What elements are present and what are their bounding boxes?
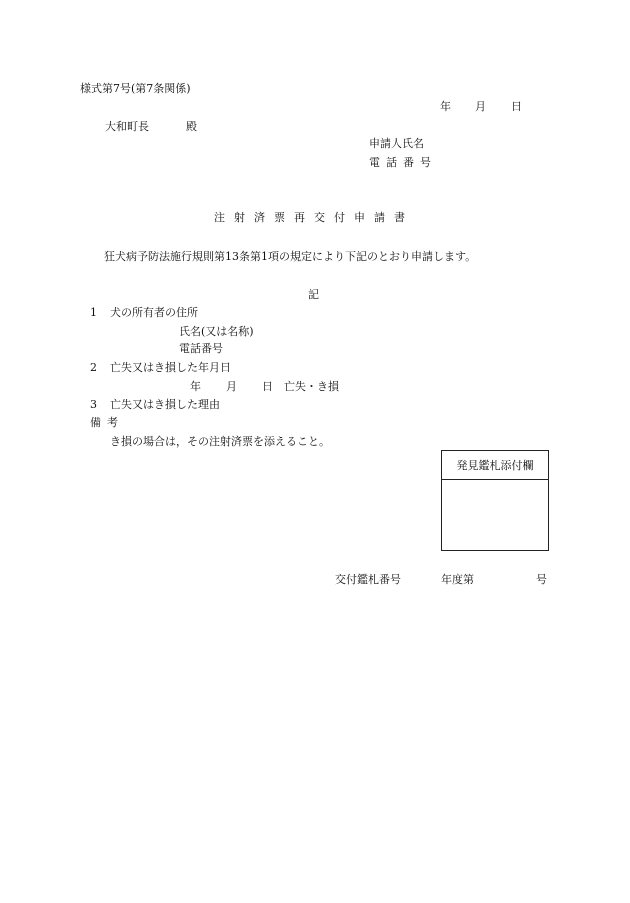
applicant-phone-label: 電話番号 bbox=[369, 156, 437, 169]
item2-loss-type: 亡失・き損 bbox=[284, 380, 339, 393]
number-suffix: 号 bbox=[536, 573, 547, 586]
item1-owner-address-label: 犬の所有者の住所 bbox=[110, 306, 198, 319]
page-title: 注射済票再交付申請書 bbox=[214, 211, 414, 224]
found-tag-attachment-header: 発見鑑札添付欄 bbox=[442, 451, 548, 480]
recipient-title: 大和町長 bbox=[105, 120, 149, 133]
date-month: 月 bbox=[475, 100, 486, 113]
intro-statement: 狂犬病予防法施行規則第13条第1項の規定により下記のとおり申請します。 bbox=[104, 250, 477, 263]
item1-owner-phone-label: 電話番号 bbox=[179, 342, 223, 355]
recipient-honorific: 殿 bbox=[186, 120, 197, 133]
item3-number: 3 bbox=[90, 398, 97, 411]
item2-loss-date-label: 亡失又はき損した年月日 bbox=[110, 361, 231, 374]
item2-day: 日 bbox=[262, 380, 273, 393]
item3-reason-label: 亡失又はき損した理由 bbox=[110, 398, 220, 411]
remarks-label: 備考 bbox=[90, 416, 124, 429]
ki-heading: 記 bbox=[308, 288, 319, 301]
form-number: 様式第7号(第7条関係) bbox=[80, 82, 191, 95]
license-number-label: 交付鑑札番号 bbox=[335, 573, 401, 586]
fiscal-year-label: 年度第 bbox=[441, 573, 474, 586]
date-day: 日 bbox=[511, 100, 522, 113]
item1-number: 1 bbox=[90, 306, 97, 319]
item2-month: 月 bbox=[226, 380, 237, 393]
found-tag-attachment-box bbox=[441, 450, 549, 551]
date-year: 年 bbox=[440, 100, 451, 113]
item2-year: 年 bbox=[190, 380, 201, 393]
remarks-text: き損の場合は，その注射済票を添えること。 bbox=[110, 435, 330, 448]
applicant-name-label: 申請人氏名 bbox=[369, 137, 424, 150]
item2-number: 2 bbox=[90, 361, 97, 374]
item1-owner-name-label: 氏名(又は名称) bbox=[179, 325, 254, 338]
